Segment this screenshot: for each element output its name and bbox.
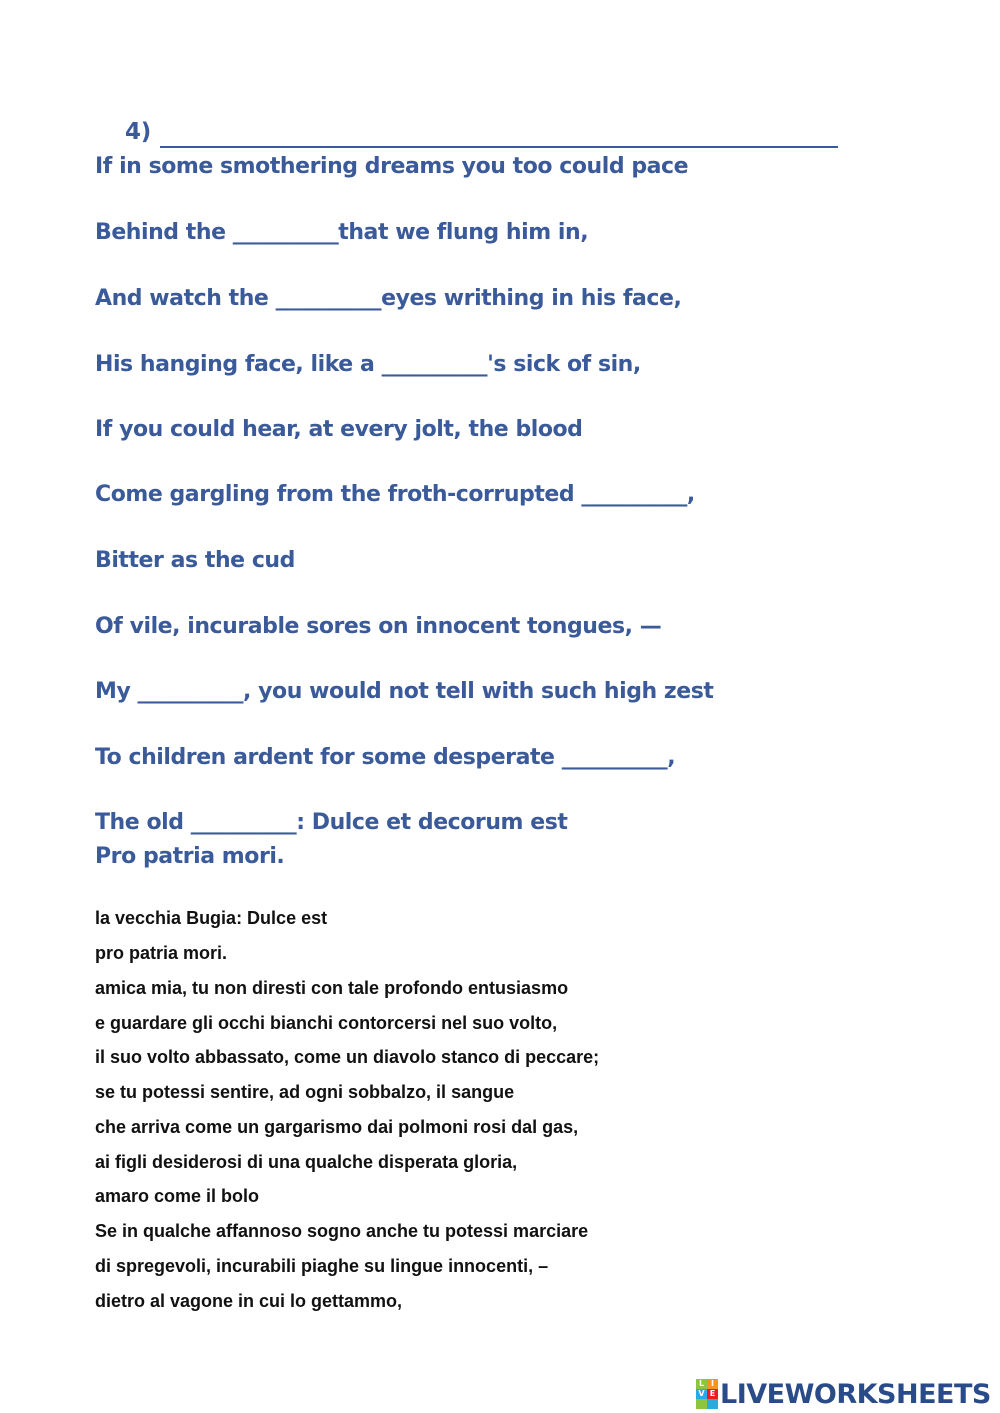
poem-line: Behind the __________that we flung him in, (95, 220, 589, 245)
translation-line[interactable]: di spregevoli, incurabili piaghe su lingue innocenti, – (95, 1256, 549, 1276)
logo-mark-cell: E (707, 1389, 718, 1399)
question-number: 4) (125, 119, 151, 145)
translation-line[interactable]: e guardare gli occhi bianchi contorcersi nel suo volto, (95, 1013, 558, 1033)
logo-mark-cell: I (707, 1379, 718, 1389)
translation-line[interactable]: se tu potessi sentire, ad ogni sobbalzo, il sangue (95, 1082, 515, 1102)
poem-line: His hanging face, like a __________'s sick of sin, (95, 352, 641, 377)
translation-line[interactable]: il suo volto abbassato, come un diavolo stanco di peccare; (95, 1047, 600, 1067)
poem-line: Come gargling from the froth-corrupted __________, (95, 482, 695, 507)
logo-mark-cell: L (696, 1379, 707, 1389)
poem-line: The old __________: Dulce et decorum est (95, 810, 568, 835)
poem-line: And watch the __________eyes writhing in his face, (95, 286, 682, 311)
translation-line[interactable]: pro patria mori. (95, 943, 228, 963)
translation-line[interactable]: amica mia, tu non diresti con tale profondo entusiasmo (95, 978, 569, 998)
answer-blank-line[interactable] (160, 146, 838, 148)
poem-line: If in some smothering dreams you too could pace (95, 154, 689, 179)
translation-line[interactable]: dietro al vagone in cui lo gettammo, (95, 1291, 403, 1311)
poem-line: My __________, you would not tell with such high zest (95, 679, 714, 704)
liveworksheets-logo-icon (696, 1379, 718, 1409)
logo-text: LIVEWORKSHEETS (720, 1378, 991, 1410)
logo-mark-cell (696, 1399, 707, 1409)
logo-mark-cell: V (696, 1389, 707, 1399)
translation-line[interactable]: Se in qualche affannoso sogno anche tu potessi marciare (95, 1221, 589, 1241)
translation-line[interactable]: che arriva come un gargarismo dai polmoni rosi dal gas, (95, 1117, 579, 1137)
poem-line: Pro patria mori. (95, 844, 285, 869)
translation-line[interactable]: ai figli desiderosi di una qualche disperata gloria, (95, 1152, 518, 1172)
poem-line: Bitter as the cud (95, 548, 295, 573)
translation-line[interactable]: amaro come il bolo (95, 1186, 260, 1206)
logo-mark-cell (707, 1399, 718, 1409)
liveworksheets-logo (696, 1377, 991, 1411)
translation-line[interactable]: la vecchia Bugia: Dulce est (95, 908, 328, 928)
poem-line: If you could hear, at every jolt, the blood (95, 417, 583, 442)
poem-line: To children ardent for some desperate __________, (95, 745, 676, 770)
poem-line: Of vile, incurable sores on innocent tongues, — (95, 614, 662, 639)
